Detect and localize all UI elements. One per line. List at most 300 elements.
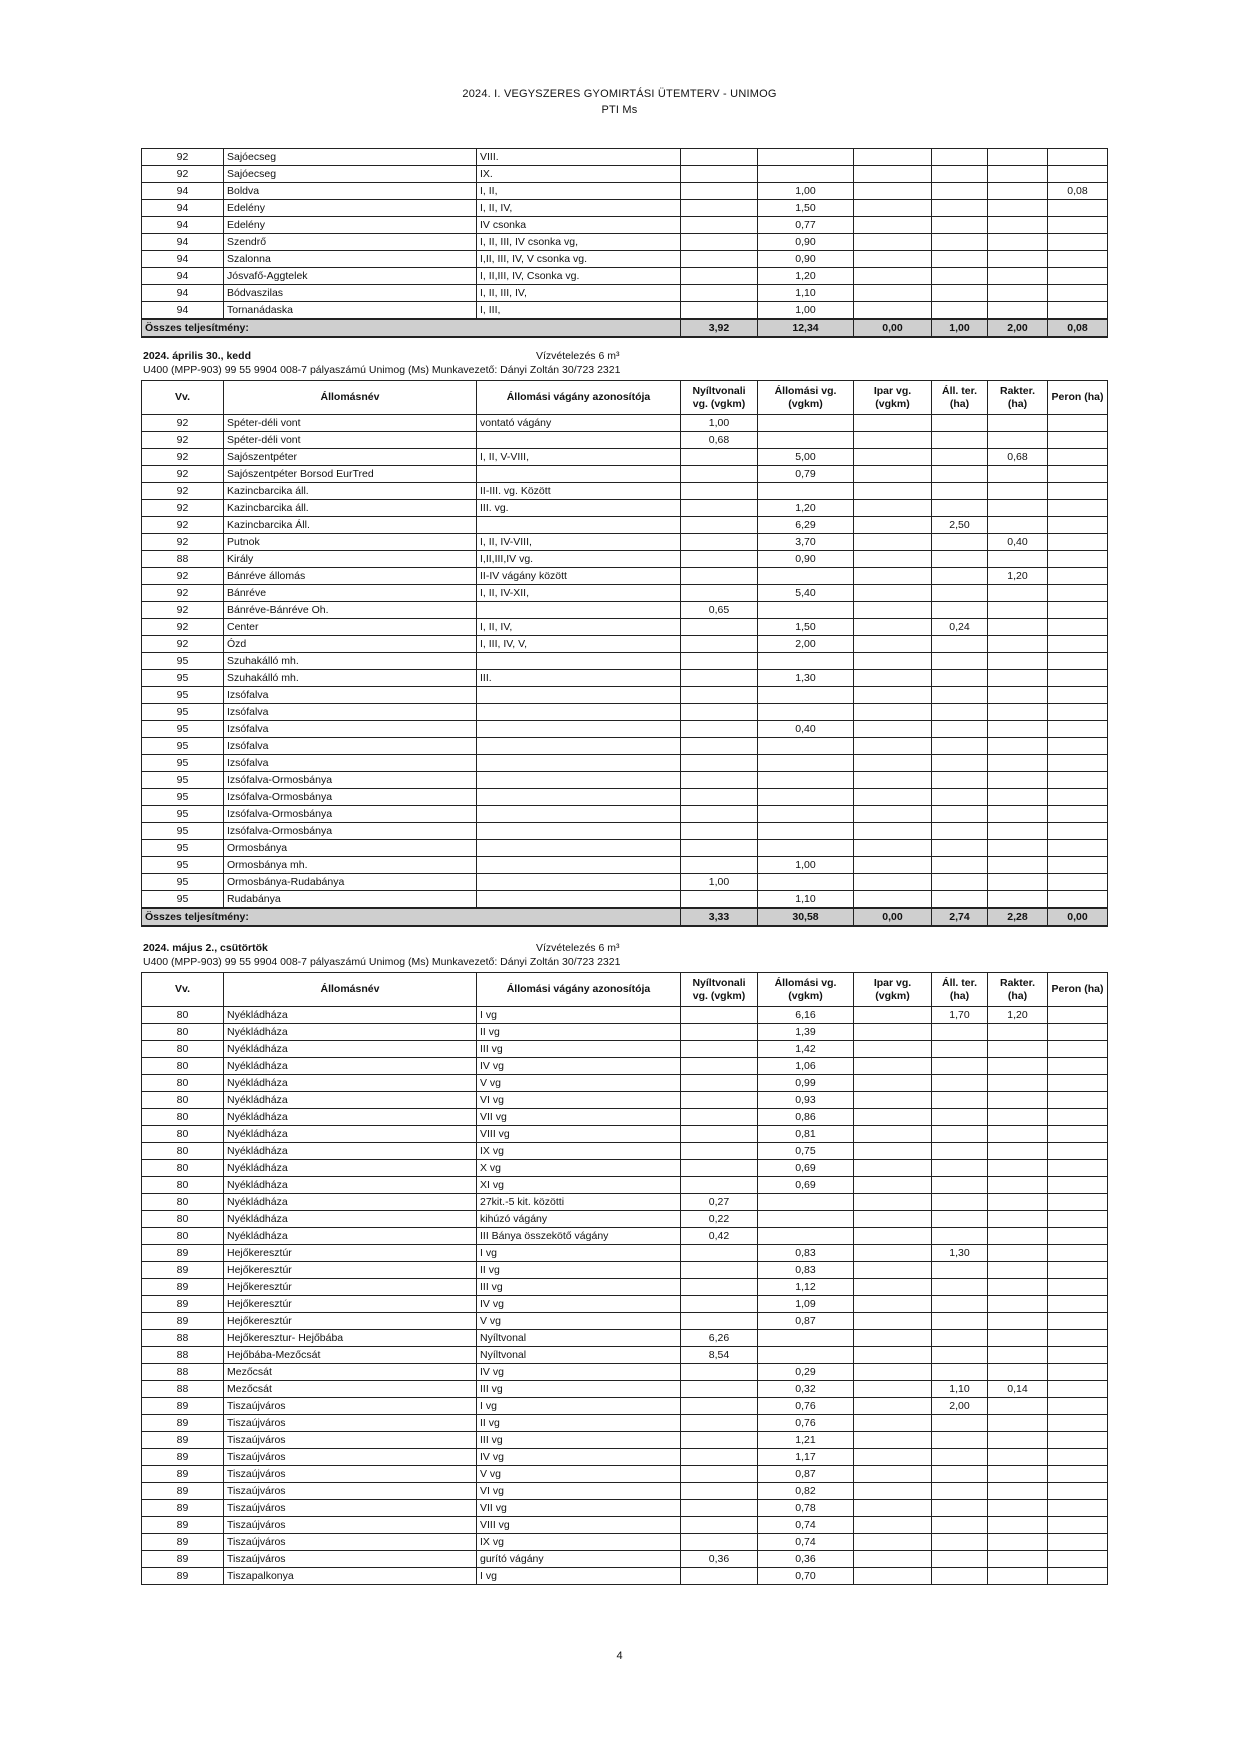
table-cell: 0,99 [758,1075,854,1092]
table-cell [988,687,1048,704]
table-cell: 94 [142,234,224,251]
table-cell [854,1330,932,1347]
table-cell: Hejőkeresztúr [224,1279,477,1296]
table-cell: IV vg [477,1364,681,1381]
table-cell [1048,738,1108,755]
table-cell: Tiszaújváros [224,1517,477,1534]
table-cell [988,1143,1048,1160]
table-cell [932,1534,988,1551]
table-cell: Sajóecseg [224,166,477,183]
table-header-row [142,381,1108,415]
table-cell [932,1109,988,1126]
table-cell [477,857,681,874]
table-cell [854,268,932,285]
day-date: 2024. május 2., csütörtök [143,942,268,954]
table-cell [1048,1500,1108,1517]
table-cell: VII vg [477,1109,681,1126]
table-cell: kihúzó vágány [477,1211,681,1228]
table-cell [932,1126,988,1143]
table-cell [932,806,988,823]
table-cell [681,449,758,466]
table-cell [988,466,1048,483]
table-cell: 95 [142,857,224,874]
table-cell: Hejőkeresztúr [224,1262,477,1279]
table-cell: Spéter-déli vont [224,415,477,432]
table-cell: Tiszaújváros [224,1466,477,1483]
table-cell: Szuhakálló mh. [224,653,477,670]
table-cell [681,217,758,234]
table-cell [932,840,988,857]
table-cell [932,1177,988,1194]
table-cell [854,166,932,183]
table-cell: I, II,III, IV, Csonka vg. [477,268,681,285]
table-cell [1048,806,1108,823]
table-cell [988,840,1048,857]
table-cell [932,585,988,602]
table-cell [854,670,932,687]
table-cell: 89 [142,1245,224,1262]
table-cell [854,200,932,217]
table-cell [681,251,758,268]
table-cell [854,602,932,619]
table-row [142,149,1108,166]
table-cell [681,466,758,483]
table-cell: 1,20 [988,568,1048,585]
table-cell: I,II,III,IV vg. [477,551,681,568]
table-cell [932,1160,988,1177]
table-cell [681,517,758,534]
table-cell: 0,22 [681,1211,758,1228]
table-row [142,1466,1108,1483]
table-cell [932,891,988,909]
table-cell: 89 [142,1517,224,1534]
table-cell [988,653,1048,670]
table-cell [854,1500,932,1517]
table-cell: 92 [142,534,224,551]
table-cell: Nyékládháza [224,1143,477,1160]
table-cell: 1,06 [758,1058,854,1075]
table-cell: 88 [142,1347,224,1364]
table-cell: Tiszaújváros [224,1483,477,1500]
table-cell: 95 [142,772,224,789]
table-cell [477,755,681,772]
table-cell: VIII vg [477,1517,681,1534]
table-cell [681,285,758,302]
table-row [142,1296,1108,1313]
table-cell [854,285,932,302]
table-cell: Kazincbarcika Áll. [224,517,477,534]
table-cell: 27kit.-5 kit. közötti [477,1194,681,1211]
table-cell [1048,415,1108,432]
table-cell [1048,1296,1108,1313]
table-cell [1048,1194,1108,1211]
table-cell: 0,78 [758,1500,854,1517]
table-cell [932,602,988,619]
table-row [142,1058,1108,1075]
table-cell [854,619,932,636]
table-cell: 88 [142,1364,224,1381]
table-cell [932,1058,988,1075]
table-row [142,1194,1108,1211]
table-cell [854,517,932,534]
table-cell [681,1024,758,1041]
table-cell: Nyékládháza [224,1075,477,1092]
table-cell: Sajószentpéter Borsod EurTred [224,466,477,483]
table-cell: VII vg [477,1500,681,1517]
table-cell: 0,08 [1048,183,1108,200]
table-cell [854,891,932,909]
table-cell: 92 [142,585,224,602]
table-cell [758,687,854,704]
table-cell [932,1568,988,1585]
table-cell [758,1330,854,1347]
table-cell [681,534,758,551]
table-cell [854,1075,932,1092]
table-cell: Tornanádaska [224,302,477,320]
table-cell: Ormosbánya [224,840,477,857]
table-cell: 0,90 [758,234,854,251]
table-cell [988,1551,1048,1568]
table-cell: I, III, IV, V, [477,636,681,653]
table-cell [854,585,932,602]
table-cell [854,1381,932,1398]
table-cell [681,483,758,500]
table-cell [932,772,988,789]
table-cell: VI vg [477,1092,681,1109]
table-cell [854,1398,932,1415]
table-cell [932,534,988,551]
table-cell [854,1245,932,1262]
table-cell: 80 [142,1058,224,1075]
table-cell: 1,20 [758,268,854,285]
table-cell [1048,1330,1108,1347]
table-cell: I, II, V-VIII, [477,449,681,466]
document-subtitle: PTI Ms [601,104,638,116]
table-row [142,1517,1108,1534]
table-cell [681,268,758,285]
table-cell [854,183,932,200]
table-cell: Kazincbarcika áll. [224,483,477,500]
table-cell: Nyékládháza [224,1211,477,1228]
unit-info: U400 (MPP-903) 99 55 9904 008-7 pályaszámú Unimog (Ms) Munkavezető: Dányi Zoltán 30/723 2321 [143,956,621,968]
table-cell: V vg [477,1313,681,1330]
table-cell [854,721,932,738]
table-cell: 0,69 [758,1177,854,1194]
table-row [142,1041,1108,1058]
table-cell [854,217,932,234]
table-cell: Izsófalva-Ormosbánya [224,789,477,806]
table-cell: 0,32 [758,1381,854,1398]
table-cell [932,1262,988,1279]
table-cell: 1,30 [932,1245,988,1262]
table-cell: Bánréve állomás [224,568,477,585]
table-cell [854,1483,932,1500]
table-cell: Szuhakálló mh. [224,670,477,687]
table-cell [988,755,1048,772]
total-value: 30,58 [758,908,854,926]
table-cell [1048,1364,1108,1381]
table-cell [681,1109,758,1126]
total-value: 3,92 [681,319,758,337]
table-row [142,268,1108,285]
table-row [142,1415,1108,1432]
table-cell [681,738,758,755]
column-header: Áll. ter. (ha) [932,381,988,415]
table-cell [854,534,932,551]
table-cell: Jósvafő-Aggtelek [224,268,477,285]
table-cell [1048,1024,1108,1041]
table-cell: I vg [477,1245,681,1262]
column-header: Rakter. (ha) [988,973,1048,1007]
table-cell [854,653,932,670]
column-header: Állomásnév [224,381,477,415]
table-cell: 0,27 [681,1194,758,1211]
table-row [142,302,1108,320]
table-cell [988,1534,1048,1551]
table-cell [1048,670,1108,687]
table-cell: 92 [142,166,224,183]
table-cell [681,1143,758,1160]
table-cell [854,466,932,483]
table-cell [854,704,932,721]
table-cell: Nyékládháza [224,1007,477,1024]
table-cell: Tiszaújváros [224,1449,477,1466]
table-cell [758,415,854,432]
table-row [142,857,1108,874]
table-cell [988,1177,1048,1194]
table-cell [477,432,681,449]
table-cell [932,166,988,183]
table-cell: Tiszaújváros [224,1432,477,1449]
table-cell [932,449,988,466]
table-cell [477,687,681,704]
table-cell [932,183,988,200]
table-cell: 92 [142,602,224,619]
table-cell: 1,50 [758,200,854,217]
table-cell [988,1449,1048,1466]
table-row [142,534,1108,551]
table-cell: 6,16 [758,1007,854,1024]
table-cell [681,1245,758,1262]
table-cell [932,551,988,568]
table-cell [1048,1160,1108,1177]
table-cell [1048,840,1108,857]
table-cell [1048,285,1108,302]
table-cell [681,653,758,670]
table-cell: Nyékládháza [224,1109,477,1126]
table-row [142,1211,1108,1228]
table-cell [854,857,932,874]
day-date: 2024. április 30., kedd [143,350,251,362]
table-row [142,500,1108,517]
table-cell [988,500,1048,517]
table-cell: Tiszapalkonya [224,1568,477,1585]
table-cell: Izsófalva [224,738,477,755]
table-cell: Center [224,619,477,636]
table-cell [988,1211,1048,1228]
table-row [142,1568,1108,1585]
table-cell: 89 [142,1534,224,1551]
table-cell [681,1177,758,1194]
table-cell [1048,1449,1108,1466]
table-row [142,1381,1108,1398]
table-cell [1048,772,1108,789]
table-cell: Nyékládháza [224,1228,477,1245]
table-cell [1048,1347,1108,1364]
table-cell [1048,755,1108,772]
table-cell [988,1398,1048,1415]
table-cell [988,1075,1048,1092]
table-cell [932,1483,988,1500]
table-cell: 0,82 [758,1483,854,1500]
table-cell: Hejőkeresztur- Hejőbába [224,1330,477,1347]
table-cell [1048,1534,1108,1551]
table-cell [681,149,758,166]
table-cell [988,1041,1048,1058]
table-cell: 95 [142,840,224,857]
table-cell [854,1194,932,1211]
table-cell: Nyékládháza [224,1058,477,1075]
table-cell [681,551,758,568]
table-cell [1048,166,1108,183]
table-cell: 89 [142,1551,224,1568]
table-cell [988,551,1048,568]
table-cell [1048,449,1108,466]
table-cell: Nyékládháza [224,1024,477,1041]
table-cell [477,653,681,670]
table-cell: 0,68 [988,449,1048,466]
table-row [142,183,1108,200]
table-cell: I,II, III, IV, V csonka vg. [477,251,681,268]
table-cell [758,874,854,891]
table-cell [758,568,854,585]
table-cell: 95 [142,687,224,704]
table-cell [477,704,681,721]
table-cell [758,823,854,840]
column-header: Rakter. (ha) [988,381,1048,415]
table-cell [988,1483,1048,1500]
table-cell: 89 [142,1262,224,1279]
table-cell [681,1313,758,1330]
total-row [142,319,1108,337]
table-cell [988,704,1048,721]
table-row [142,687,1108,704]
table-cell [1048,251,1108,268]
table-cell: 94 [142,302,224,320]
table-cell [854,1568,932,1585]
table-cell [681,1160,758,1177]
table-cell [988,1347,1048,1364]
table-row [142,602,1108,619]
table-cell [477,891,681,909]
table-cell [988,200,1048,217]
table-cell [854,1126,932,1143]
table-cell [1048,1398,1108,1415]
table-cell: Mezőcsát [224,1364,477,1381]
table-cell [1048,704,1108,721]
table-cell [1048,1551,1108,1568]
table-cell: Izsófalva-Ormosbánya [224,772,477,789]
table-cell: Mezőcsát [224,1381,477,1398]
table-cell: Nyíltvonal [477,1330,681,1347]
table-row [142,1126,1108,1143]
table-cell [932,1279,988,1296]
column-header: Peron (ha) [1048,973,1108,1007]
table-cell: Hejőbába-Mezőcsát [224,1347,477,1364]
table-cell [854,1449,932,1466]
schedule-table-apr30 [141,380,1108,927]
table-cell: 0,24 [932,619,988,636]
table-cell: 89 [142,1296,224,1313]
table-cell [854,551,932,568]
table-cell [681,1415,758,1432]
table-row [142,789,1108,806]
table-cell [1048,891,1108,909]
table-cell [758,704,854,721]
table-cell: Bódvaszilas [224,285,477,302]
table-cell [681,1092,758,1109]
table-cell: 95 [142,738,224,755]
table-cell: 1,00 [681,874,758,891]
table-cell: VI vg [477,1483,681,1500]
table-cell: 0,36 [758,1551,854,1568]
table-cell: Izsófalva [224,721,477,738]
table-cell: 95 [142,823,224,840]
table-cell [988,721,1048,738]
table-cell: 5,40 [758,585,854,602]
total-value: 0,00 [854,319,932,337]
table-cell [1048,823,1108,840]
table-cell: 80 [142,1041,224,1058]
table-cell: 0,74 [758,1534,854,1551]
table-cell [854,1296,932,1313]
table-cell: 0,65 [681,602,758,619]
table-cell [854,234,932,251]
table-cell [681,823,758,840]
table-cell [988,268,1048,285]
table-cell: I, II, III, IV csonka vg, [477,234,681,251]
table-cell [988,1279,1048,1296]
table-cell [988,1415,1048,1432]
table-cell [988,1194,1048,1211]
table-cell [932,687,988,704]
total-value: 12,34 [758,319,854,337]
table-cell: I, II, IV-XII, [477,585,681,602]
table-cell: Izsófalva [224,704,477,721]
table-cell [1048,636,1108,653]
table-cell: 89 [142,1279,224,1296]
table-cell [932,1432,988,1449]
table-cell [988,1126,1048,1143]
table-row [142,568,1108,585]
table-cell: V vg [477,1075,681,1092]
table-cell [932,1092,988,1109]
table-cell: 1,50 [758,619,854,636]
table-cell [932,1228,988,1245]
table-cell [988,1245,1048,1262]
table-cell [932,285,988,302]
table-cell [932,251,988,268]
table-cell: 1,21 [758,1432,854,1449]
table-cell: Nyékládháza [224,1126,477,1143]
table-row [142,738,1108,755]
total-value: 2,74 [932,908,988,926]
table-cell [854,772,932,789]
table-cell: 1,10 [932,1381,988,1398]
table-cell [932,789,988,806]
table-cell: 95 [142,653,224,670]
table-cell [681,1279,758,1296]
